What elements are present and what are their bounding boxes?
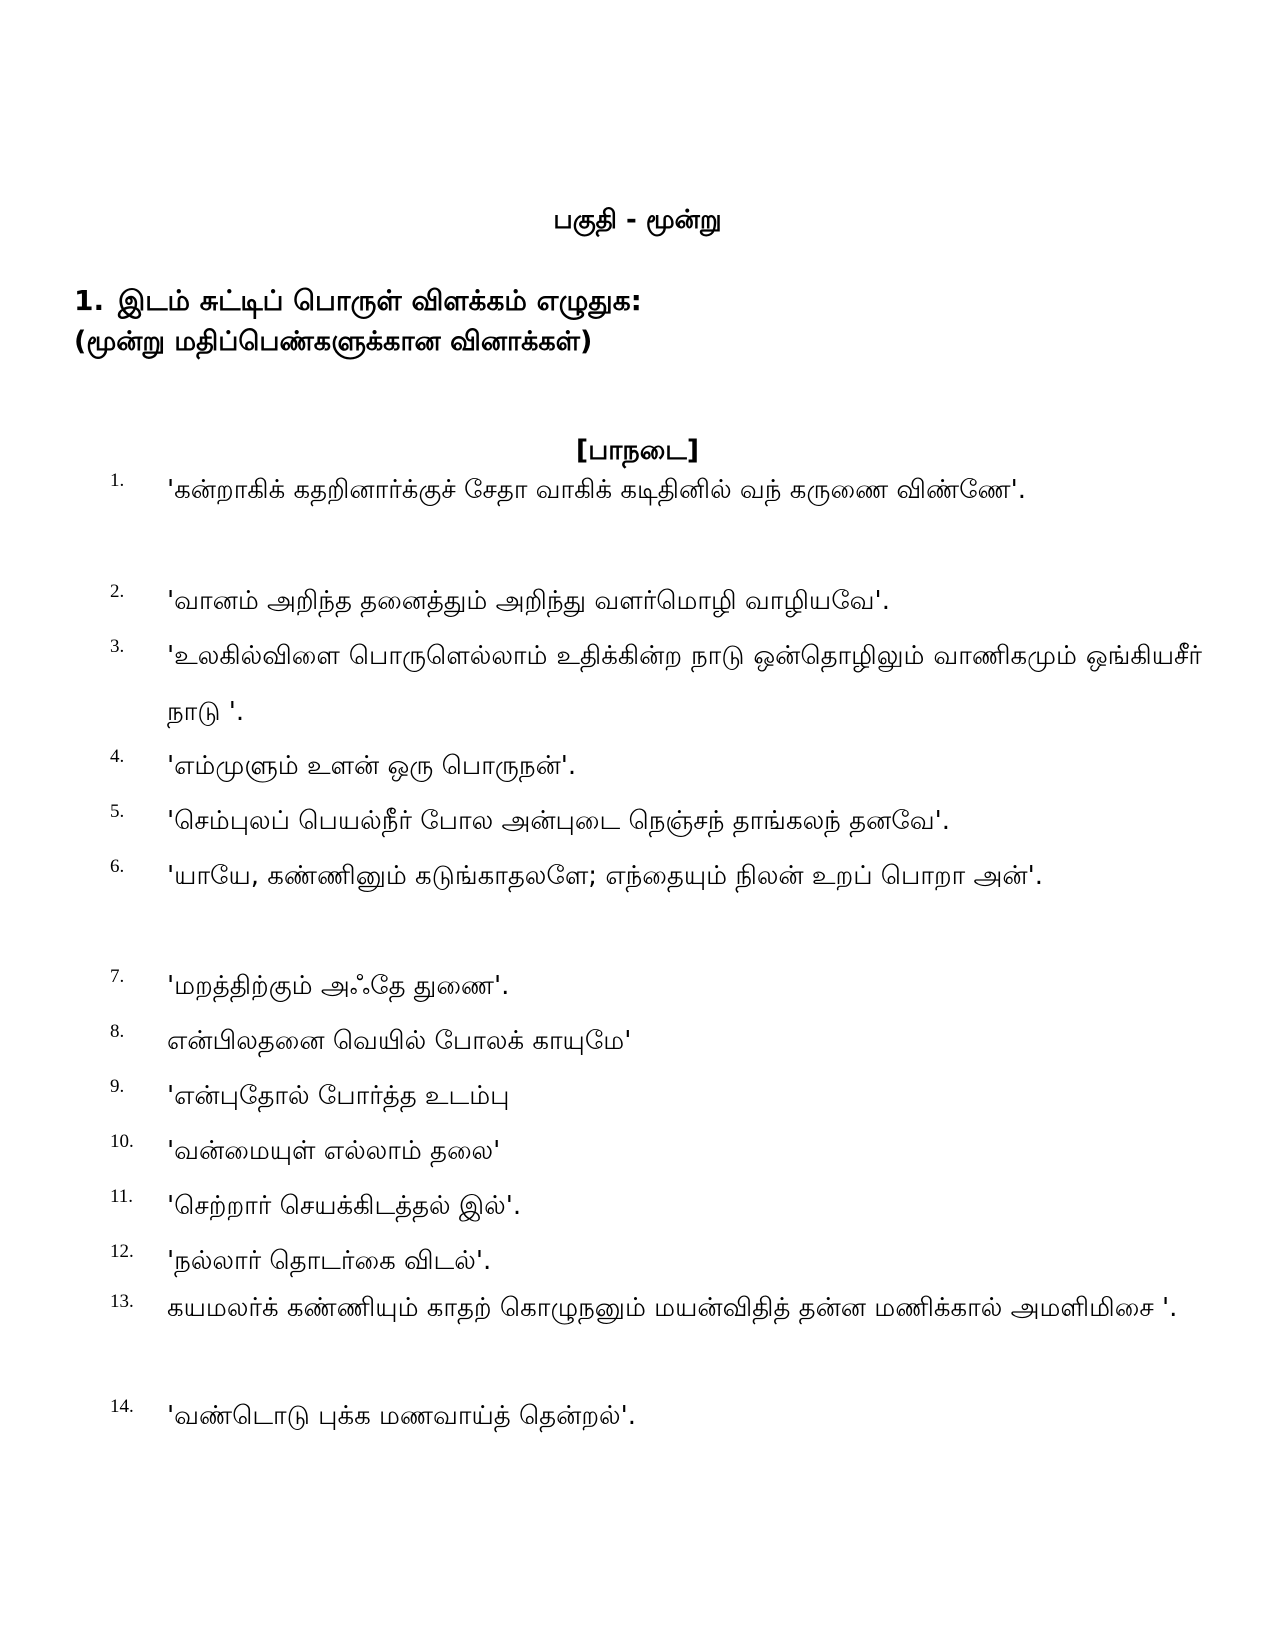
item-text: 'மறத்திற்கும் அஃதே துணை'. bbox=[167, 971, 510, 1001]
item-number: 9. bbox=[110, 1076, 125, 1097]
item-text: 'நல்லார் தொடர்கை விடல்'. bbox=[167, 1246, 492, 1276]
item-text: 'வானம் அறிந்த தனைத்தும் அறிந்து வளர்மொழி வாழியவே'. bbox=[167, 586, 890, 616]
item-number: 12. bbox=[110, 1241, 134, 1262]
question-title bbox=[74, 284, 642, 321]
question-number: 1. bbox=[74, 284, 105, 317]
section-heading: பகுதி - மூன்று bbox=[553, 205, 722, 235]
item-number: 2. bbox=[110, 581, 125, 602]
item-text: என்பிலதனை வெயில் போலக் காயுமே' bbox=[167, 1026, 632, 1056]
item-number: 8. bbox=[110, 1021, 125, 1042]
item-number: 14. bbox=[110, 1396, 134, 1417]
item-number: 4. bbox=[110, 746, 125, 767]
item-text: 'உலகில்விளை பொருளெல்லாம் உதிக்கின்ற நாடு ஒன்தொழிலும் வாணிகமும் ஒங்கியசீர் நாடு '. bbox=[167, 641, 1202, 727]
item-number: 6. bbox=[110, 856, 125, 877]
item-number: 5. bbox=[110, 801, 125, 822]
item-number: 7. bbox=[110, 966, 125, 987]
item-text: 'கன்றாகிக் கதறினார்க்குச் சேதா வாகிக் கடிதினில் வந் கருணை விண்ணே'. bbox=[167, 475, 1027, 505]
question-title-text: இடம் சுட்டிப் பொருள் விளக்கம் எழுதுக: bbox=[118, 284, 642, 317]
item-text: 'எம்முளும் உளன் ஒரு பொருநன்'. bbox=[167, 751, 577, 781]
item-text: 'யாயே, கண்ணினும் கடுங்காதலளே; எந்தையும் நிலன் உறப் பொறா அன்'. bbox=[167, 861, 1044, 891]
item-text: 'செம்புலப் பெயல்நீர் போல அன்புடை நெஞ்சந் தாங்கலந் தனவே'. bbox=[167, 806, 951, 836]
item-number: 11. bbox=[110, 1186, 134, 1207]
item-text: 'வன்மையுள் எல்லாம் தலை' bbox=[167, 1136, 501, 1166]
item-number: 10. bbox=[110, 1131, 134, 1152]
item-text: கயமலர்க் கண்ணியும் காதற் கொழுநனும் மயன்விதித் தன்ன மணிக்கால் அமளிமிசை '. bbox=[167, 1293, 1178, 1323]
item-number: 13. bbox=[110, 1291, 134, 1312]
item-text: 'என்புதோல் போர்த்த உடம்பு bbox=[167, 1081, 510, 1111]
question-subtitle: (மூன்று மதிப்பெண்களுக்கான வினாக்கள்) bbox=[74, 326, 593, 357]
item-number: 1. bbox=[110, 470, 125, 491]
item-text: 'வண்டொடு புக்க மணவாய்த் தென்றல்'. bbox=[167, 1401, 637, 1431]
item-number: 3. bbox=[110, 636, 125, 657]
category-heading: [பாநடை] bbox=[575, 435, 700, 466]
item-text: 'செற்றார் செயக்கிடத்தல் இல்'. bbox=[167, 1191, 522, 1221]
